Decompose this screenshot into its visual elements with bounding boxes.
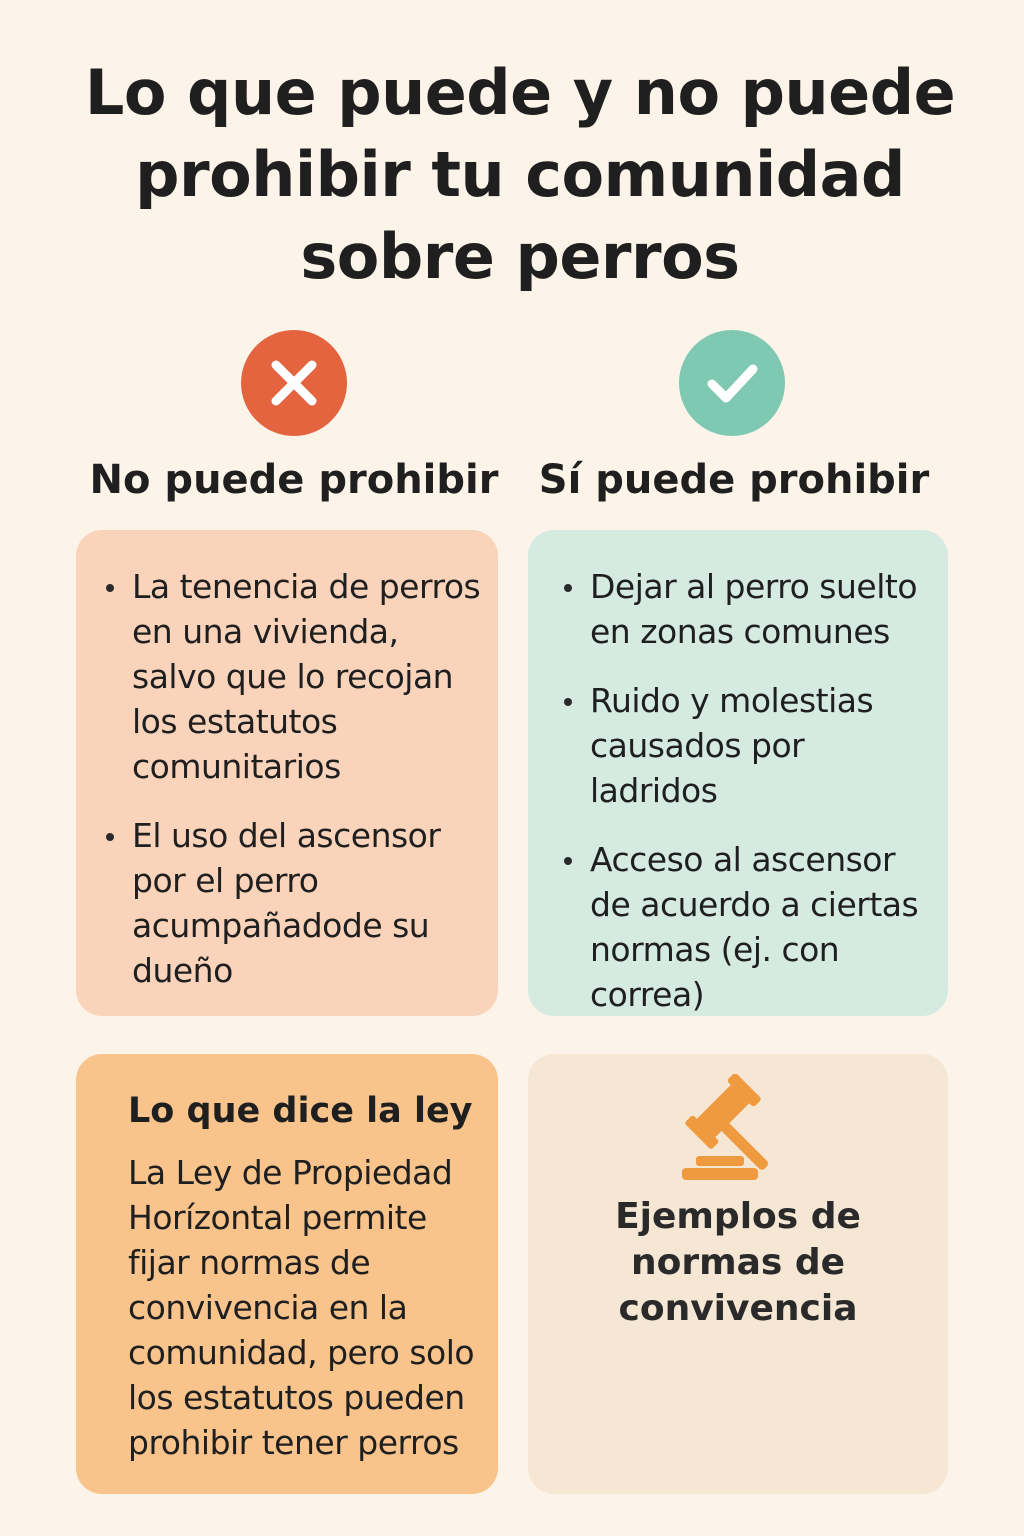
list-item-text: Acceso al ascensor de acuerdo a ciertas normas (ej. con correa) <box>590 840 919 1014</box>
law-title: Lo que dice la ley <box>128 1091 473 1131</box>
check-icon-graphic <box>702 353 762 413</box>
list-item-text: Dejar al perro suelto en zonas comunes <box>590 567 918 651</box>
title-line-3: sobre perros <box>300 220 740 293</box>
x-icon <box>241 330 347 436</box>
list-item-text: La tenencia de perros en una vivienda, salvo que lo recojan los estatutos comunitarios <box>132 567 481 786</box>
no-prohibit-card <box>76 530 498 1016</box>
title-line-2: prohibir tu comunidad <box>135 138 905 211</box>
x-icon-graphic <box>264 353 324 413</box>
list-item <box>558 837 934 1017</box>
no-column-heading: No puede prohibir <box>89 457 499 503</box>
bullet-icon <box>564 857 572 865</box>
list-item <box>100 564 484 789</box>
bullet-icon <box>106 584 114 592</box>
bullet-icon <box>564 698 572 706</box>
yes-prohibit-card <box>528 530 948 1016</box>
list-item-text: Ruido y molestias causados por ladridos <box>590 681 874 810</box>
bullet-icon <box>564 584 572 592</box>
check-icon <box>679 330 785 436</box>
law-card <box>76 1054 498 1494</box>
law-text: La Ley de Propiedad Horízontal permite fijar normas de convivencia en la comunidad, pero solo los estatutos pueden prohibir tener perros <box>128 1153 475 1462</box>
list-item <box>558 678 934 813</box>
list-item <box>558 564 934 654</box>
page-title <box>60 52 980 298</box>
examples-card <box>528 1054 948 1494</box>
yes-column-heading: Sí puede prohibir <box>538 457 930 503</box>
list-item <box>100 813 484 993</box>
yes-prohibit-list <box>558 564 934 1041</box>
bullet-icon <box>106 833 114 841</box>
gavel-icon <box>668 1074 788 1184</box>
examples-text: Ejemplos de normas de convivencia <box>615 1196 861 1329</box>
list-item-text: El uso del ascensor por el perro acumpañadode su dueño <box>132 816 441 990</box>
title-line-1: Lo que puede y no puede <box>84 56 956 129</box>
no-prohibit-list <box>100 564 484 1017</box>
